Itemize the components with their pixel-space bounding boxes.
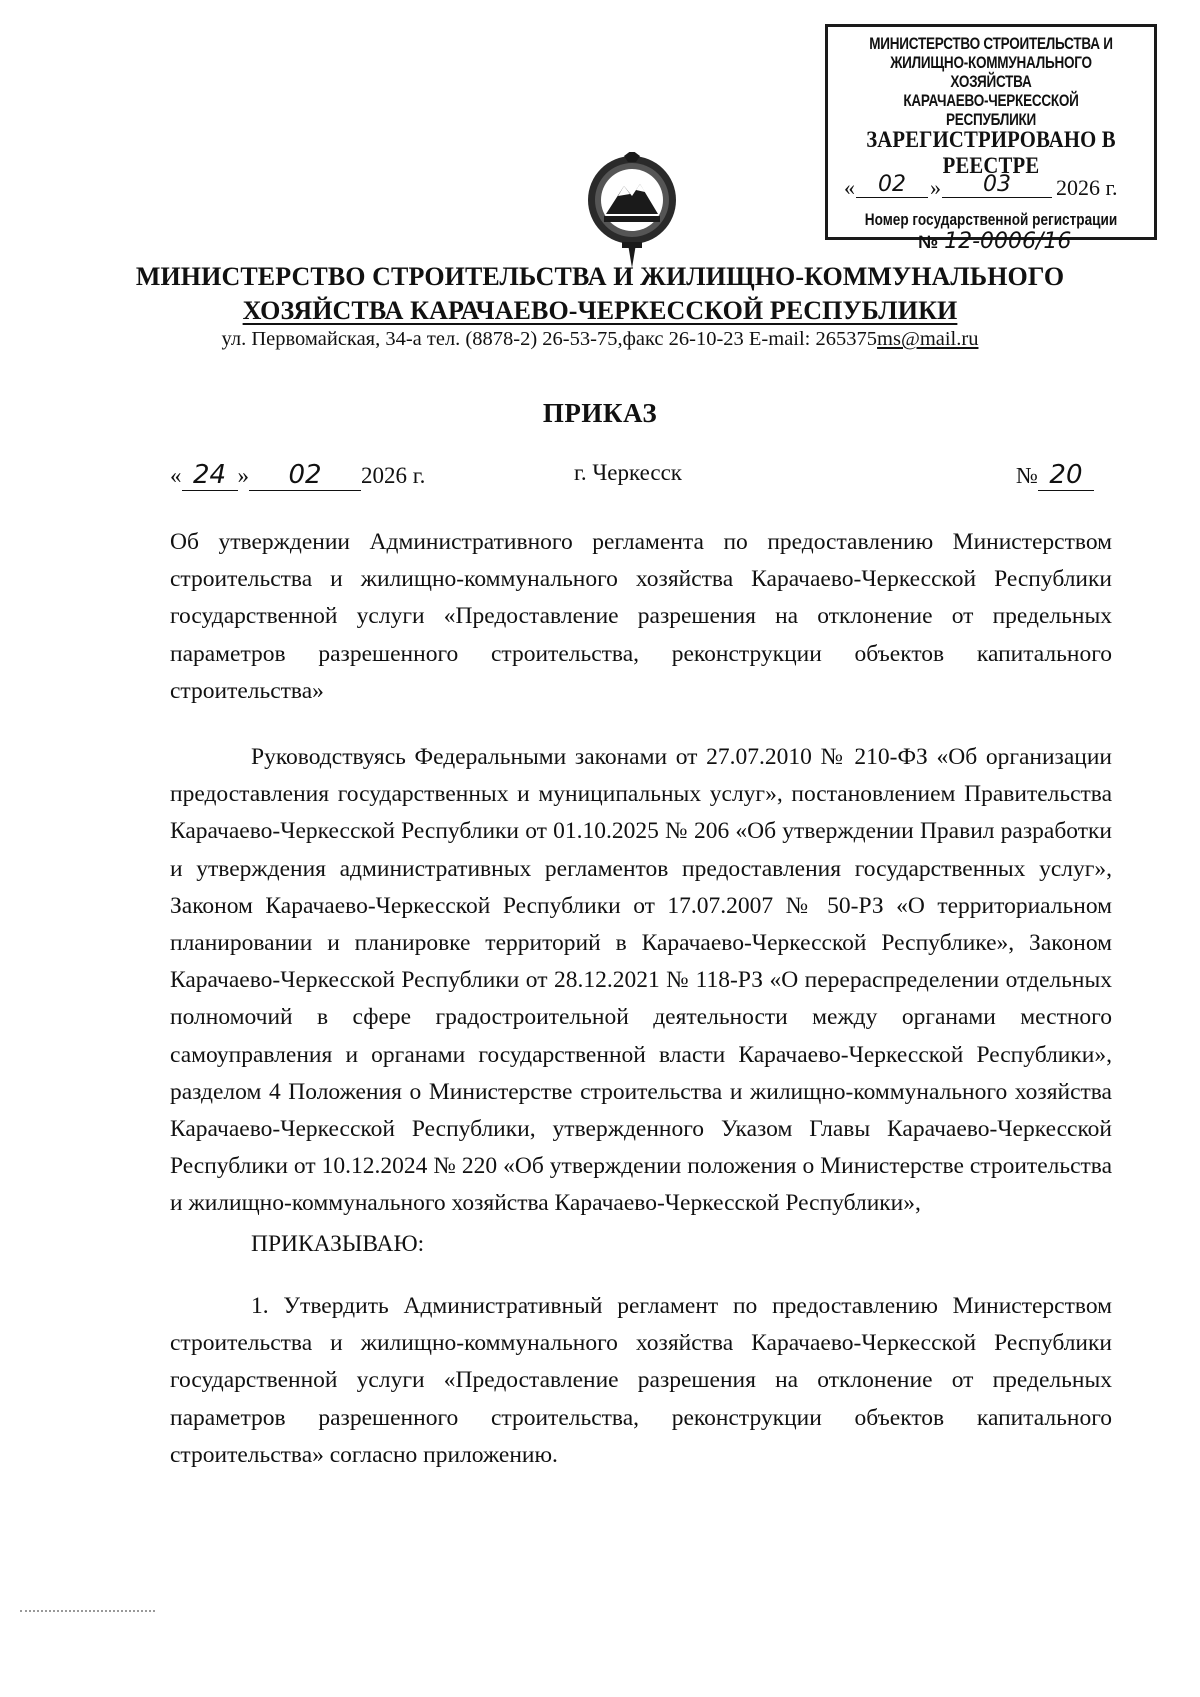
order-number	[1016, 460, 1094, 491]
stamp-month: 03	[942, 173, 1052, 198]
org-name-line-2: ХОЗЯЙСТВА КАРАЧАЕВО-ЧЕРКЕССКОЙ РЕСПУБЛИКИ	[242, 296, 958, 325]
order-year: 2026 г.	[361, 463, 426, 488]
stamp-quote-close: »	[930, 175, 941, 200]
stamp-header-line: КАРАЧАЕВО-ЧЕРКЕССКОЙ РЕСПУБЛИКИ	[903, 92, 1079, 129]
order-day: 24	[182, 460, 238, 491]
date-quote-open: «	[170, 463, 182, 488]
stamp-reg-number-row	[918, 229, 1148, 254]
margin-dots	[20, 1610, 155, 1612]
document-title: ПРИКАЗ	[542, 398, 658, 428]
order-number-value: 20	[1038, 460, 1094, 491]
order-month: 02	[249, 460, 361, 491]
order-item-1: 1. Утвердить Административный регламент по предоставлению Министерством строительства и жилищно-коммунального хозяйства Карачаево-Черкесской Республики государственной услуги «Предоставление разрешения на отклонение от предельных параметров разрешенного строительства, реконструкции объектов капитального строительства» согласно приложению.	[170, 1293, 1112, 1468]
order-number-sign: №	[1016, 463, 1038, 488]
coat-of-arms-icon	[584, 152, 680, 270]
order-city: г. Черкесск	[574, 460, 682, 485]
stamp-date	[842, 171, 1146, 201]
stamp-year: 2026 г.	[1056, 175, 1118, 200]
stamp-header-line: ЖИЛИЩНО-КОММУНАЛЬНОГО ХОЗЯЙСТВА	[890, 54, 1092, 91]
stamp-number-sign: №	[918, 232, 939, 252]
contacts-email: ms@mail.ru	[877, 328, 979, 350]
stamp-header-line: МИНИСТЕРСТВО СТРОИТЕЛЬСТВА И	[869, 35, 1113, 53]
date-quote-close: »	[237, 463, 249, 488]
stamp-registered-label: ЗАРЕГИСТРИРОВАНО В РЕЕСТРЕ	[866, 127, 1116, 178]
stamp-quote-open: «	[844, 175, 855, 200]
contacts-text: ул. Первомайская, 34-а тел. (8878-2) 26-53-75,факс 26-10-23 E-mail: 265375	[221, 328, 878, 350]
order-basis: Руководствуясь Федеральными законами от 27.07.2010 № 210-ФЗ «Об организации предоставления государственных и муниципальных услуг», постановлением Правительства Карачаево-Черкесской Республики от 01.10.2025 № 206 «Об утверждении Правил разработки и утверждения административных регламентов предоставления государственных услуг», Законом Карачаево-Черкесской Республики от 17.07.2007 № 50-РЗ «О территориальном планировании и планировке территорий в Карачаево-Черкесской Республике», Законом Карачаево-Черкесской Республики от 28.12.2021 № 118-РЗ «О перераспределении отдельных полномочий в сфере градостроительной деятельности между органами местного самоуправления и органами государственной власти Карачаево-Черкесской Республики», разделом 4 Положения о Министерстве строительства и жилищно-коммунального хозяйства Карачаево-Черкесской Республики, утвержденного Указом Главы Карачаево-Черкесской Республики от 10.12.2024 № 220 «Об утверждении положения о Министерстве строительства и жилищно-коммунального хозяйства Карачаево-Черкесской Республики»,	[170, 744, 1112, 1217]
org-name-line-1: МИНИСТЕРСТВО СТРОИТЕЛЬСТВА И ЖИЛИЩНО-КОММУНАЛЬНОГО	[135, 262, 1065, 291]
order-date	[170, 460, 425, 491]
stamp-reg-number: 12-0006/16	[944, 229, 1072, 254]
org-contacts	[130, 328, 1070, 351]
registration-stamp	[825, 24, 1157, 254]
stamp-reg-number-label: Номер государственной регистрации	[864, 210, 1118, 229]
order-directive: ПРИКАЗЫВАЮ:	[251, 1231, 425, 1257]
stamp-header	[862, 35, 1119, 130]
order-subject: Об утверждении Административного регламента по предоставлению Министерством строительства и жилищно-коммунального хозяйства Карачаево-Черкесской Республики государственной услуги «Предоставление разрешения на отклонение от предельных параметров разрешенного строительства, реконструкции объектов капитального строительства»	[170, 529, 1112, 704]
stamp-day: 02	[856, 173, 928, 198]
